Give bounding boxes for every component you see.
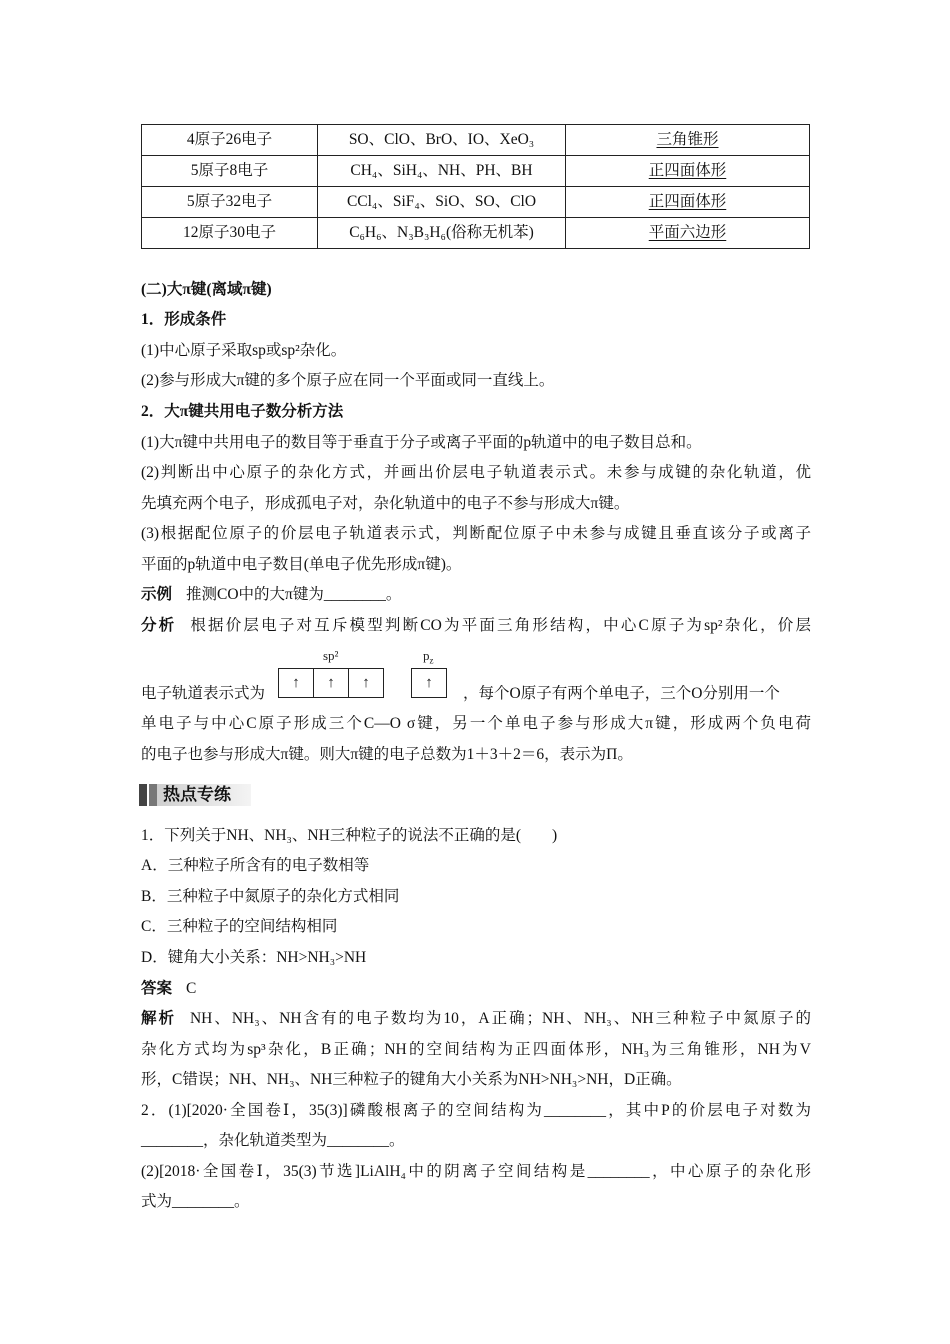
paragraph: 先填充两个电子，形成孤电子对，杂化轨道中的电子不参与形成大π键。 (141, 495, 630, 512)
question-2: 2．(1)[2020·全国卷Ⅰ，35(3)]磷酸根离子的空间结构为________，其中P的价层电子对数为 (141, 1102, 811, 1119)
explanation-line: 形，C错误；NH、NH₃、NH三种粒子的键角大小关系为NH>NH₃>NH，D正确。 (141, 1071, 682, 1088)
pz-orbital-box (411, 668, 447, 698)
table-cell-type: 5原子8电子 (142, 156, 318, 187)
table-row (142, 156, 810, 187)
up-arrow-icon: ↑ (292, 674, 300, 691)
table-row (142, 125, 810, 156)
table-cell-examples: CCl₄、SiF₄、SiO、SO、ClO (318, 187, 566, 218)
header-bar-icon (139, 784, 147, 806)
shape-answer: 正四面体形 (648, 193, 727, 210)
section-header-text: 热点专练 (163, 785, 231, 805)
electron-structure-table (141, 124, 810, 249)
pz-subscript: z (429, 655, 434, 666)
example-text: 推测CO中的大π键为________。 (186, 586, 402, 603)
paragraph: (2)判断出中心原子的杂化方式，并画出价层电子轨道表示式。未参与成键的杂化轨道，优 (141, 464, 811, 481)
example-label: 示例 (141, 586, 173, 603)
sp2-orbital-box (278, 668, 314, 698)
analysis-text: 电子轨道表示式为 (141, 685, 266, 702)
table-cell-examples: C₆H₆、N₃B₃H₆(俗称无机苯) (318, 218, 566, 249)
table-row (142, 218, 810, 249)
question-1: 1．下列关于NH、NH₃、NH三种粒子的说法不正确的是( ) (141, 827, 558, 844)
option-b: B．三种粒子中氮原子的杂化方式相同 (141, 888, 400, 905)
shape-answer: 三角锥形 (656, 131, 719, 148)
explanation-text: NH、NH₃、NH含有的电子数均为10，A正确；NH、NH₃、NH三种粒子中氮原子的 (189, 1010, 811, 1027)
up-arrow-icon: ↑ (327, 674, 335, 691)
example-line (141, 584, 811, 606)
paragraph: (3)根据配位原子的价层电子轨道表示式，判断配位原子中未参与成键且垂直该分子或离子 (141, 525, 811, 542)
answer-label: 答案 (141, 980, 173, 997)
paragraph: (1)大π键中共用电子的数目等于垂直于分子或离子平面的p轨道中的电子数目总和。 (141, 434, 702, 451)
table-cell-type: 4原子26电子 (142, 125, 318, 156)
section-header-hot-practice (139, 782, 251, 808)
sp2-orbital-box (348, 668, 384, 698)
table-cell-shape (566, 156, 810, 187)
table-cell-shape (566, 187, 810, 218)
sp2-orbital-label: sp² (323, 648, 339, 663)
subsection-title: 1．形成条件 (141, 311, 227, 328)
option-a: A．三种粒子所含有的电子数相等 (141, 857, 370, 874)
table-row (142, 187, 810, 218)
paragraph: (1)中心原子采取sp或sp²杂化。 (141, 342, 347, 359)
analysis-line-orbital (141, 683, 811, 705)
explanation-line: 杂化方式均为sp³杂化，B正确；NH的空间结构为正四面体形，NH₃为三角锥形，NH为V (141, 1041, 811, 1058)
table-cell-type: 12原子30电子 (142, 218, 318, 249)
answer-value: C (186, 980, 197, 997)
analysis-label: 分析 (141, 617, 177, 634)
analysis-line: 的电子也参与形成大π键。则大π键的电子总数为1＋3＋2＝6，表示为Π。 (141, 746, 633, 763)
option-d: D．键角大小关系：NH>NH₃>NH (141, 949, 367, 966)
subsection-title: 2．大π键共用电子数分析方法 (141, 403, 344, 420)
analysis-line (141, 615, 811, 637)
question-2-cont: ________，杂化轨道类型为________。 (141, 1132, 405, 1149)
section-heading: (二)大π键(离域π键) (141, 281, 272, 298)
shape-answer: 正四面体形 (648, 162, 727, 179)
question-2-part-2: (2)[2018·全国卷Ⅰ，35(3)节选]LiAlH₄中的阴离子空间结构是________，中心原子的杂化形 (141, 1163, 811, 1180)
explanation-line (141, 1008, 811, 1030)
explanation-label: 解析 (141, 1010, 176, 1027)
paragraph: (2)参与形成大π键的多个原子应在同一个平面或同一直线上。 (141, 372, 555, 389)
analysis-line: 单电子与中心C原子形成三个C—O σ键，另一个单电子参与形成大π键，形成两个负电荷 (141, 715, 811, 732)
option-c: C．三种粒子的空间结构相同 (141, 918, 338, 935)
answer-line (141, 978, 811, 1000)
table-cell-shape (566, 218, 810, 249)
table-cell-examples: SO、ClO、BrO、IO、XeO₃ (318, 125, 566, 156)
shape-answer: 平面六边形 (648, 224, 727, 241)
table-cell-examples: CH₄、SiH₄、NH、PH、BH (318, 156, 566, 187)
up-arrow-icon: ↑ (425, 674, 433, 691)
analysis-text: 根据价层电子对互斥模型判断CO为平面三角形结构，中心C原子为sp²杂化，价层 (190, 617, 811, 634)
sp2-orbital-box (313, 668, 349, 698)
paragraph: 平面的p轨道中电子数目(单电子优先形成π键)。 (141, 556, 462, 573)
header-bar-icon (149, 784, 157, 806)
question-2-part-2-cont: 式为________。 (141, 1193, 250, 1210)
up-arrow-icon: ↑ (362, 674, 370, 691)
pz-orbital-label: $p_z$ (423, 648, 434, 666)
table-cell-type: 5原子32电子 (142, 187, 318, 218)
analysis-text: ，每个O原子有两个单电子，三个O分别用一个 (463, 685, 780, 702)
table-cell-shape (566, 125, 810, 156)
